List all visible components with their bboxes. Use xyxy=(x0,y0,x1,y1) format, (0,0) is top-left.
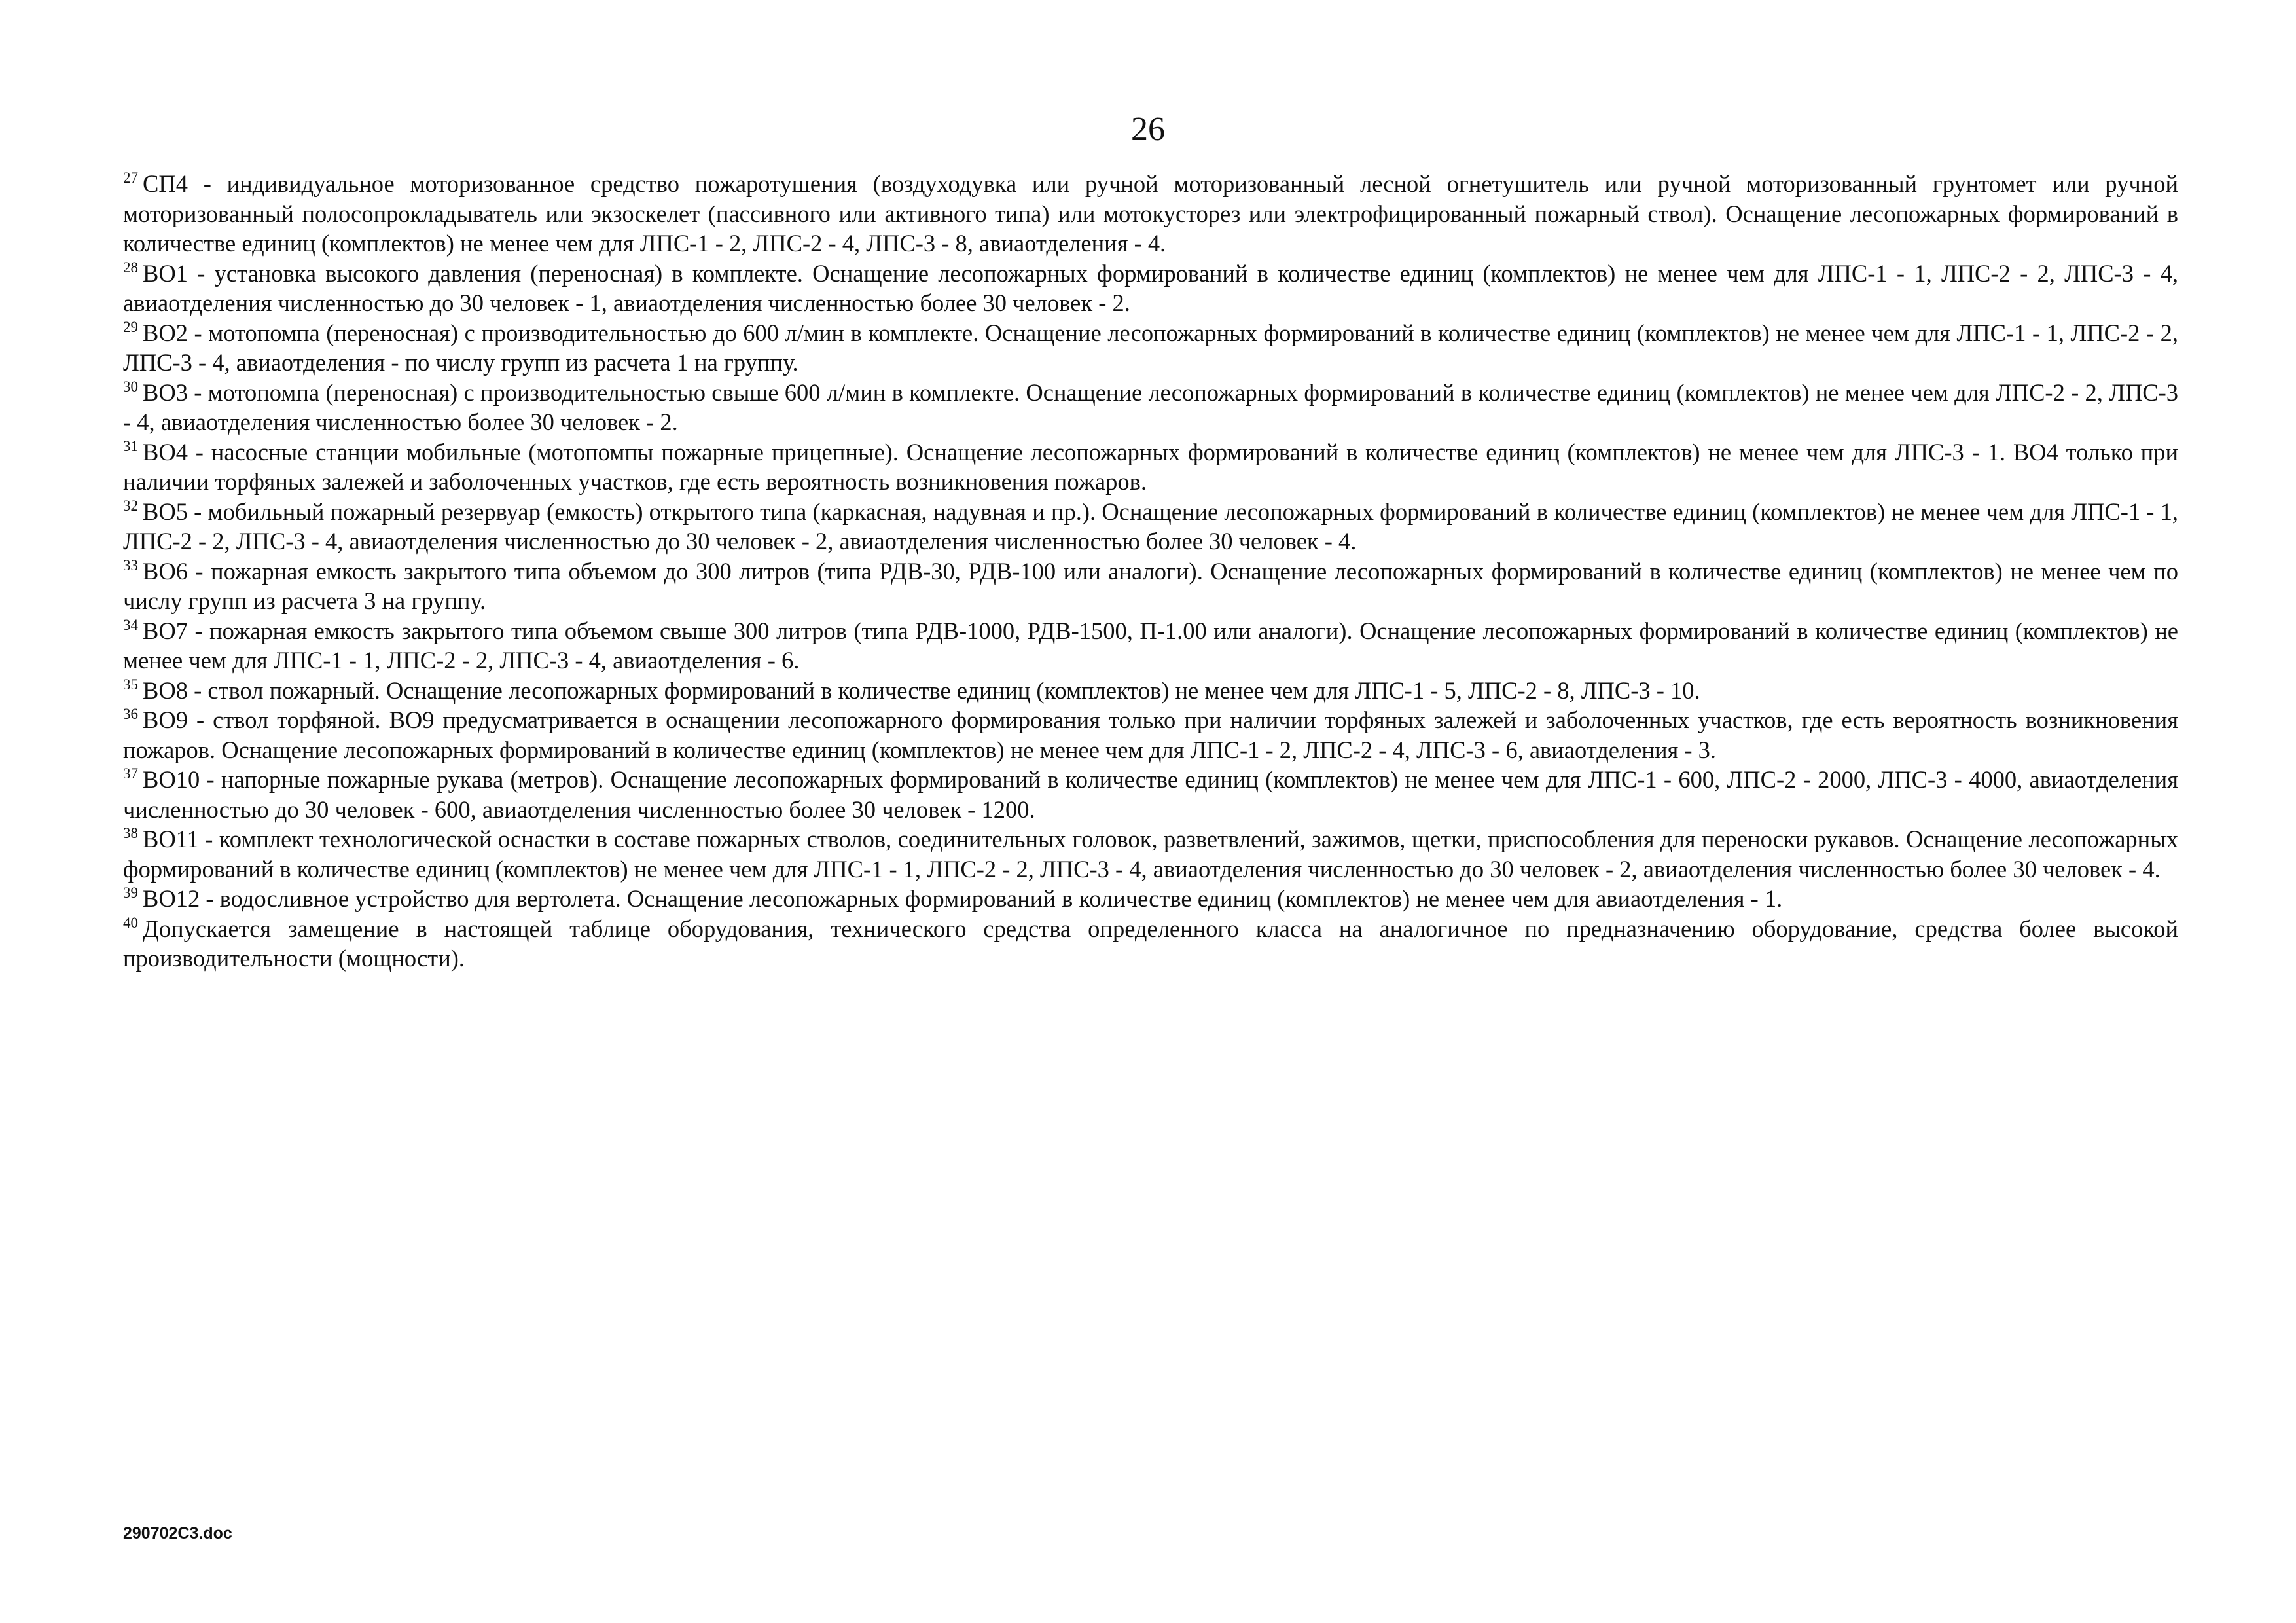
footnote-37 xyxy=(123,765,2178,824)
footnote-number: 37 xyxy=(123,765,138,782)
page-number: 26 xyxy=(1131,111,1165,148)
footnote-36 xyxy=(123,705,2178,765)
footnote-number: 39 xyxy=(123,884,138,901)
footnote-31 xyxy=(123,437,2178,497)
footnote-32 xyxy=(123,497,2178,556)
footnote-text: ВО8 - ствол пожарный. Оснащение лесопожарных формирований в количестве единиц (комплектов) не менее чем для ЛПС-1 - 5, ЛПС-2 - 8, ЛПС-3 - 10. xyxy=(143,676,1700,704)
footnote-text: ВО9 - ствол торфяной. ВО9 предусматривается в оснащении лесопожарного формирования только при наличии торфяных залежей и заболоченных участков, где есть вероятность возникновения пожаров. Оснащение лесопожарных формирований в количестве единиц (комплектов) не менее чем для ЛПС-1 - 2, ЛПС-2 - 4, ЛПС-3 - 6, авиаотделения - 3. xyxy=(123,706,2178,763)
footnote-text: ВО6 - пожарная емкость закрытого типа объемом до 300 литров (типа РДВ-30, РДВ-100 или аналоги). Оснащение лесопожарных формирований в количестве единиц (комплектов) не менее чем по числу групп из расчета 3 на группу. xyxy=(123,557,2178,614)
footnote-30 xyxy=(123,378,2178,437)
footnote-28 xyxy=(123,259,2178,318)
footnote-number: 28 xyxy=(123,259,138,276)
footnote-text: Допускается замещение в настоящей таблице оборудования, технического средства определенного класса на аналогичное по предназначению оборудование, средства более высокой производительности (мощности). xyxy=(123,915,2178,972)
footnote-text: ВО2 - мотопомпа (переносная) с производительностью до 600 л/мин в комплекте. Оснащение лесопожарных формирований в количестве единиц (комплектов) не менее чем для ЛПС-1 - 1, ЛПС-2 - 2, ЛПС-3 - 4, авиаотделения - по числу групп из расчета 1 на группу. xyxy=(123,319,2178,376)
footnote-number: 30 xyxy=(123,378,138,395)
footnote-text: ВО4 - насосные станции мобильные (мотопомпы пожарные прицепные). Оснащение лесопожарных формирований в количестве единиц (комплектов) не менее чем для ЛПС-3 - 1. ВО4 только при наличии торфяных залежей и заболоченных участков, где есть вероятность возникновения пожаров. xyxy=(123,438,2178,495)
footnote-text: ВО3 - мотопомпа (переносная) с производительностью свыше 600 л/мин в комплекте. Оснащение лесопожарных формирований в количестве единиц (комплектов) не менее чем для ЛПС-2 - 2, ЛПС-3 - 4, авиаотделения численностью более 30 человек - 2. xyxy=(123,378,2178,435)
footer-filename: 290702С3.doc xyxy=(123,1524,232,1542)
footnote-number: 36 xyxy=(123,706,138,722)
footnote-number: 33 xyxy=(123,556,138,574)
footnote-text: ВО10 - напорные пожарные рукава (метров). Оснащение лесопожарных формирований в количестве единиц (комплектов) не менее чем для ЛПС-1 - 600, ЛПС-2 - 2000, ЛПС-3 - 4000, авиаотделения численностью до 30 человек - 600, авиаотделения численностью более 30 человек - 1200. xyxy=(123,766,2178,823)
footnote-number: 27 xyxy=(123,170,138,186)
footnote-number: 38 xyxy=(123,825,138,841)
footnote-text: СП4 - индивидуальное моторизованное средство пожаротушения (воздуходувка или ручной моторизованный лесной огнетушитель или ручной моторизованный грунтомет или ручной моторизованный полосопрокладыватель или экзоскелет (пассивного или активного типа) или мотокусторез или электрофицированный пожарный ствол). Оснащение лесопожарных формирований в количестве единиц (комплектов) не менее чем для ЛПС-1 - 2, ЛПС-2 - 4, ЛПС-3 - 8, авиаотделения - 4. xyxy=(123,170,2178,257)
footnote-number: 31 xyxy=(123,437,138,454)
footnote-35 xyxy=(123,676,2178,706)
footnote-39 xyxy=(123,884,2178,914)
footnote-40 xyxy=(123,914,2178,974)
footnote-number: 34 xyxy=(123,616,138,633)
footnote-number: 32 xyxy=(123,497,138,514)
footnote-text: ВО11 - комплект технологической оснастки в составе пожарных стволов, соединительных головок, разветвлений, зажимов, щетки, приспособления для переноски рукавов. Оснащение лесопожарных формирований в количестве единиц (комплектов) не менее чем для ЛПС-1 - 1, ЛПС-2 - 2, ЛПС-3 - 4, авиаотделения численностью до 30 человек - 2, авиаотделения численностью более 30 человек - 4. xyxy=(123,826,2178,883)
footnote-text: ВО7 - пожарная емкость закрытого типа объемом свыше 300 литров (типа РДВ-1000, РДВ-1500, П-1.00 или аналоги). Оснащение лесопожарных формирований в количестве единиц (комплектов) не менее чем для ЛПС-1 - 1, ЛПС-2 - 2, ЛПС-3 - 4, авиаотделения - 6. xyxy=(123,617,2178,674)
footnote-33 xyxy=(123,556,2178,616)
footnote-text: ВО12 - водосливное устройство для вертолета. Оснащение лесопожарных формирований в количестве единиц (комплектов) не менее чем для авиаотделения - 1. xyxy=(143,885,1783,912)
footnote-38 xyxy=(123,824,2178,884)
footnote-number: 35 xyxy=(123,676,138,693)
footnote-34 xyxy=(123,616,2178,676)
footnote-29 xyxy=(123,318,2178,378)
footnote-text: ВО1 - установка высокого давления (переносная) в комплекте. Оснащение лесопожарных формирований в количестве единиц (комплектов) не менее чем для ЛПС-1 - 1, ЛПС-2 - 2, ЛПС-3 - 4, авиаотделения численностью до 30 человек - 1, авиаотделения численностью более 30 человек - 2. xyxy=(123,259,2178,316)
footnotes-list xyxy=(123,169,2178,974)
footnote-number: 40 xyxy=(123,914,138,931)
footnote-27 xyxy=(123,169,2178,259)
footnote-text: ВО5 - мобильный пожарный резервуар (емкость) открытого типа (каркасная, надувная и пр.). Оснащение лесопожарных формирований в количестве единиц (комплектов) не менее чем для ЛПС-1 - 1, ЛПС-2 - 2, ЛПС-3 - 4, авиаотделения численностью до 30 человек - 2, авиаотделения численностью более 30 человек - 4. xyxy=(123,498,2178,555)
footnote-number: 29 xyxy=(123,318,138,335)
